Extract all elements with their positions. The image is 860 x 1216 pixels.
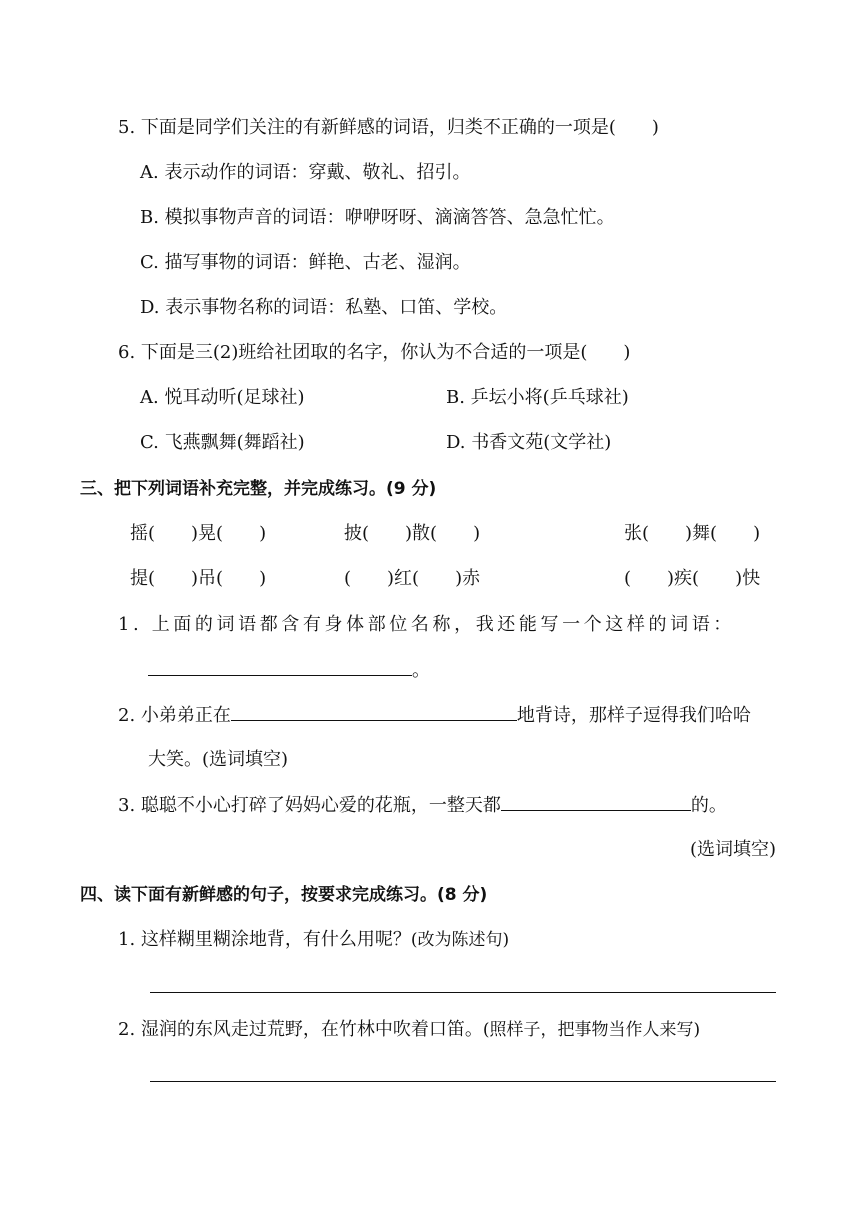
section3-q3-note: (选词填空) [690,839,777,860]
answer-line[interactable] [150,1081,776,1082]
q5-option-d: D. 表示事物名称的词语：私塾、口笛、学校。 [140,297,508,318]
q5-option-a: A. 表示动作的词语：穿戴、敬礼、招引。 [140,162,471,183]
q5-stem: 5. 下面是同学们关注的有新鲜感的词语，归类不正确的一项是( ) [118,117,659,138]
q6-stem: 6. 下面是三(2)班给社团取的名字，你认为不合适的一项是( ) [118,342,631,363]
section3-q3 [118,792,727,819]
section4-q2-text: 2. 湿润的东风走过荒野，在竹林中吹着口笛。 [118,1019,483,1040]
section3-q2-before: 2. 小弟弟正在 [118,705,231,726]
section3-q1-text [118,612,754,638]
section3-q1-answer [148,657,430,684]
section3-q3-before: 3. 聪聪不小心打碎了妈妈心爱的花瓶，一整天都 [118,795,501,816]
q6-option-c: C. 飞燕飘舞(舞蹈社) [140,432,305,453]
q5-option-b: B. 模拟事物声音的词语：咿咿呀呀、滴滴答答、急急忙忙。 [140,207,615,228]
word-fill-4: 提( )吊( ) [130,568,267,589]
section4-title: 四、读下面有新鲜感的句子，按要求完成练习。(8 分) [80,885,488,905]
section3-q2 [118,702,751,729]
section4-q1 [118,927,509,953]
q5-option-c: C. 描写事物的词语：鲜艳、古老、湿润。 [140,252,471,273]
section4-q2 [118,1017,700,1043]
q6-option-b: B. 乒坛小将(乒乓球社) [446,387,629,408]
section3-q1-end: 。 [412,660,430,681]
section4-q1-text: 1. 这样糊里糊涂地背，有什么用呢？ [118,929,411,950]
word-fill-1: 摇( )晃( ) [130,523,267,544]
answer-blank[interactable] [231,702,517,721]
section3-title: 三、把下列词语补充完整，并完成练习。(9 分) [80,479,437,499]
word-fill-6: ( )疾( )快 [624,568,761,589]
answer-line[interactable] [150,992,776,993]
word-fill-2: 披( )散( ) [344,523,481,544]
answer-blank[interactable] [501,792,691,811]
q6-option-d: D. 书香文苑(文学社) [446,432,612,453]
section3-q2-after: 地背诗，那样子逗得我们哈哈 [516,705,751,726]
section3-q1-text-content: 1. 上面的词语都含有身体部位名称，我还能写一个这样的词语： [118,614,735,635]
section3-q2-line2: 大笑。(选词填空) [148,749,289,770]
q6-option-a: A. 悦耳动听(足球社) [140,387,305,408]
answer-blank[interactable] [148,657,412,676]
section4-q1-requirement: (改为陈述句) [410,930,510,950]
section3-q3-after: 的。 [690,795,727,816]
section4-q2-requirement: (照样子，把事物当作人来写) [482,1020,701,1040]
word-fill-5: ( )红( )赤 [344,568,481,589]
word-fill-3: 张( )舞( ) [624,523,761,544]
